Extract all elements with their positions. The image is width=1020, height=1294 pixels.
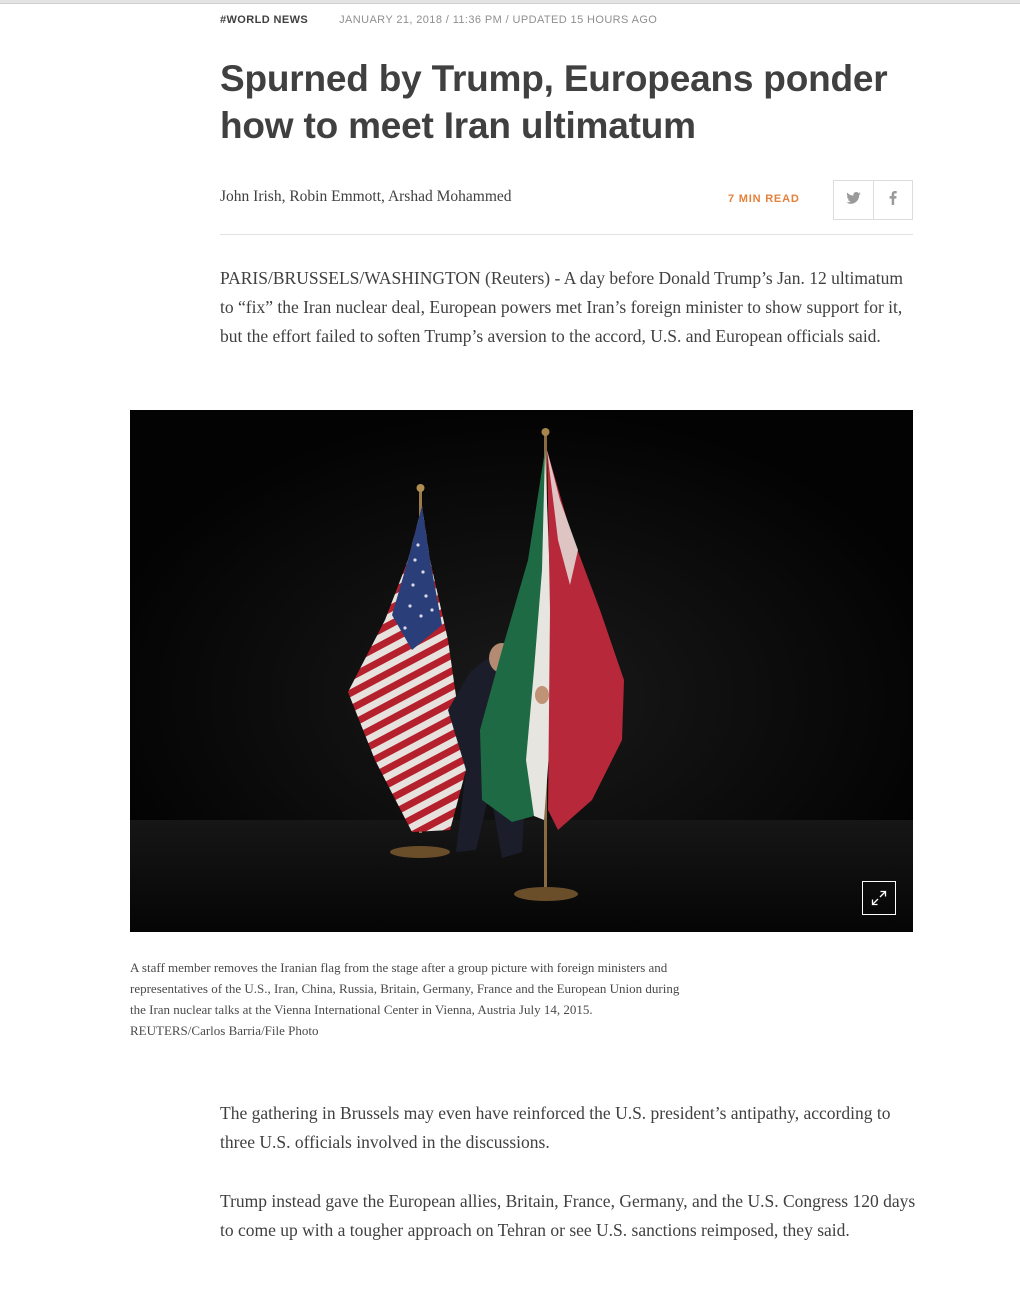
photo-illustration	[130, 410, 913, 932]
author-link[interactable]: Robin Emmott	[289, 188, 382, 205]
expand-photo-button[interactable]	[862, 881, 896, 915]
body-paragraph: Trump instead gave the European allies, Britain, France, Germany, and the U.S. Congress 120 days to come up with a tougher approach on Tehran or see U.S. sanctions reimposed, they said.	[220, 1191, 916, 1240]
body-paragraph: The gathering in Brussels may even have reinforced the U.S. president’s antipathy, according to three U.S. officials involved in the discussions.	[220, 1103, 891, 1152]
facebook-icon	[889, 191, 897, 210]
section-tag[interactable]: #WORLD NEWS	[220, 14, 309, 26]
lead-paragraph: PARIS/BRUSSELS/WASHINGTON (Reuters) - A day before Donald Trump’s Jan. 12 ultimatum to “fix” the Iran nuclear deal, European powers met Iran’s foreign minister to show support for it, but the effort failed to soften Trump’s aversion to the accord, U.S. and European officials said.	[220, 268, 904, 346]
share-buttons	[833, 180, 913, 220]
author-separator: ,	[381, 188, 388, 205]
byline	[220, 188, 512, 206]
article-photo[interactable]	[130, 410, 913, 932]
author-link[interactable]: John Irish	[220, 188, 282, 205]
byline-divider	[220, 234, 913, 235]
read-time: 7 MIN READ	[728, 193, 800, 205]
author-link[interactable]: Arshad Mohammed	[387, 188, 512, 205]
headline: Spurned by Trump, Europeans ponder how to meet Iran ultimatum	[220, 58, 888, 146]
top-rule	[0, 0, 1020, 4]
author-separator: ,	[281, 188, 290, 205]
article-meta	[220, 13, 657, 27]
share-twitter-button[interactable]	[834, 181, 873, 219]
share-facebook-button[interactable]	[873, 181, 913, 219]
byline-row	[220, 180, 913, 220]
expand-icon	[870, 889, 888, 907]
photo-caption: A staff member removes the Iranian flag from the stage after a group picture with foreign ministers and representatives of the U.S., Iran, China, Russia, Britain, Germany, France and the European Union during the Iran nuclear talks at the Vienna International Center in Vienna, Austria July 14, 2015. REUTERS/Carlos Barria/File Photo	[130, 960, 680, 1038]
twitter-icon	[846, 191, 861, 209]
dateline: JANUARY 21, 2018 / 11:36 PM / UPDATED 15 HOURS AGO	[339, 14, 658, 26]
